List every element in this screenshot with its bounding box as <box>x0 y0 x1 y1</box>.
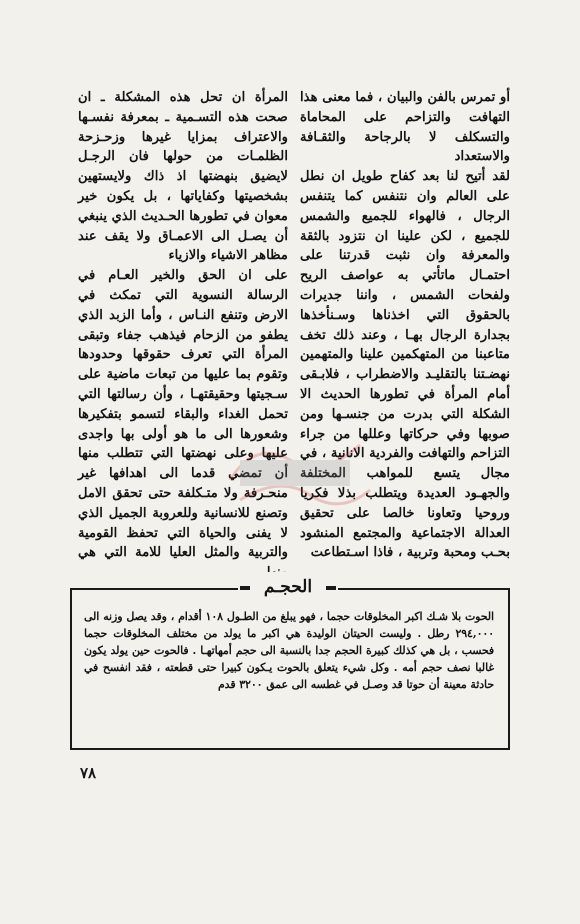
page-number: ٧٨ <box>80 764 97 782</box>
text-column-right <box>300 88 510 561</box>
paragraph: على ان الحق والخير العـام في الرسالة النسوية التي تمكث في الارض وتنفع النـاس ، وأما الزبد الذي يطفو من الزحام فيذهب جفاء وتبقى المرأة التي تعرف حقوقها وحدودها وتقوم بما عليها من تبعات ماضية على سـجيتها وحقيقتهـا ، وأن رسالتها التي تحمل الغداء والبقاء لتسمو بتفكيرها وشعورها الى ما هو أولى بها واجدى عليها وعلى نهضتها التي تتطلب منها أن تمضي قدما الى اهدافها غير منحـرفة ولا متـكلفة حتى تحقق الامل وتصنع للانسانية وللعروبة الجميل الذي لا يفنى والحياة التي تحفظ القومية والتربية والمثل العليا للامة التي هي <box>78 268 288 561</box>
paragraph: أو تمرس بالفن والبيان ، فما معنى هذا التهافت والتزاحم على المحاماة والتسكلف لا بالرجاحة والثقـافة والاستعداد <box>300 90 510 165</box>
box-text: الحوت بلا شـك اكبر المخلوقات حجما ، فهو يبلغ من الطـول ١٠٨ أقدام ، وقد يصل وزنه الى ٢٩٤,٠٠٠ رطل . وليست الحيتان الوليدة هي اكبر ما يولد من مختلف المخلوقات حجما فحسب ، بل هي كذلك كبيرة الحجم جدا بالنسبة الى حجم أمهاتهـا . فالحوت حين يولد يكون غالبا نصف حجم أمه . وكل شيء يتعلق بالحوت يـكون كبيرا حتى قطعته ، فقد انفسح في حادثة معينة أن حوتا قد وصـل في غطسه الى عمق ٣٢٠٠ قدم <box>84 610 495 691</box>
text-column-left <box>78 88 288 561</box>
sidebar-box <box>70 572 510 750</box>
paragraph: المرأة ان تحل هذه المشكلة ـ ان صحت هذه التسـمية ـ بمعرفة نفسـها والاعتراف بمزايا غيرها وزحـزحة الظلمـات من حولها فان الرجـل لايضيق بنهضتها اذ ذاك ولايستهين بشخصيتها وكفاياتها ، بل يكون خير معوان في تطورها الحـديث الذي ينبغي أن يصـل الى الاعمـاق ولا يقف عند مظاهر الاشياء والازياء <box>78 90 288 264</box>
paragraph: لقد أتيح لنا بعد كفاح طويل ان نطل على العالم وان نتنفس كما يتنفس الرجال ، فالهواء للجميع والشمس للجميع ، لكن علينا ان نتزود بالثقة والمعرفة وان نثبت قدرتنا على احتمـال ماتأتي به عواصف الريح ولفحات الشمس ، واننا جديرات بالحقوق التي اخذناها وسـنأخذها بجدارة الرجال بهـا ، وعند ذلك تخف متاعبنا من المتهكمين علينا والمتهمين نهضـتنا بالتقليـد والاضطراب ، فلابـقى أمام المرأة في تطورها الحديث الا الشكلة التي بدرت من جنسـها ومن صوبها وفي حركاتها وعللها من جراء التزاحم والتهافت والفردية الانانية ، في مجال يتسع للمواهب المختلفة والجهـود العديدة ويتطلب بذلا فكريا وروحيا وتعاونا خالصا على تحقيق العدالة الاجتماعية والمجتمع المنشود بحـب ومحبة وتربية ، فاذا اسـتطاعت <box>300 169 510 561</box>
box-title: الحجـم <box>238 572 338 602</box>
